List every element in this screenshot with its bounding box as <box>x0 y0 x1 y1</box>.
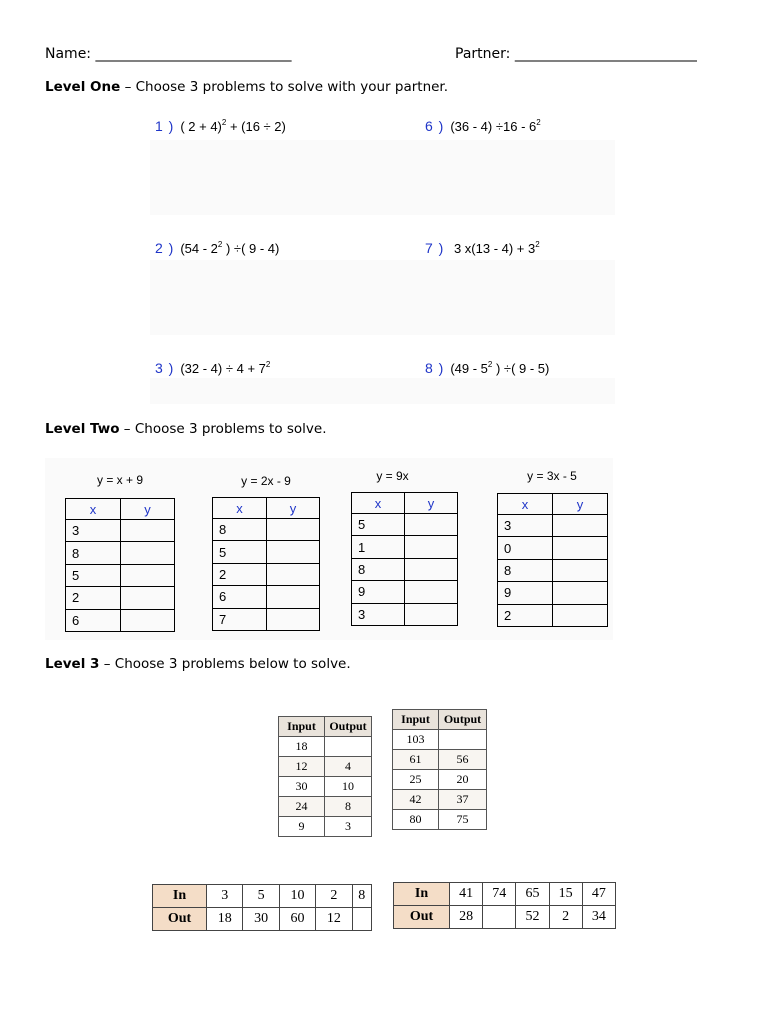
y-cell[interactable] <box>267 608 320 630</box>
out-cell: 52 <box>516 906 549 929</box>
y-cell[interactable] <box>267 541 320 563</box>
problem-6 <box>425 118 541 134</box>
y-cell[interactable] <box>553 604 608 626</box>
input-cell: 24 <box>279 797 325 817</box>
out-cell: 12 <box>316 908 352 931</box>
partner-blank[interactable]: __________________________ <box>514 46 697 62</box>
function-table-2 <box>212 497 320 631</box>
out-cell: 60 <box>279 908 315 931</box>
equation-label: y = 3x - 5 <box>527 469 577 483</box>
input-header: Input <box>393 710 439 730</box>
x-cell: 3 <box>66 520 121 542</box>
in-cell: 5 <box>243 885 279 908</box>
y-header: y <box>553 494 608 515</box>
in-cell: 74 <box>483 883 516 906</box>
input-cell: 103 <box>393 730 439 750</box>
output-cell: 3 <box>325 817 372 837</box>
problem-1 <box>155 118 286 134</box>
y-cell[interactable] <box>267 563 320 585</box>
exponent: 2 <box>487 360 493 369</box>
problem-expr: (32 - 4) ÷ 4 + 7 <box>180 361 266 376</box>
problem-expr: ( 2 + 4) <box>180 119 222 134</box>
problem-number: 3 ) <box>155 360 175 376</box>
y-cell[interactable] <box>405 558 458 580</box>
level-two-heading <box>45 421 327 437</box>
problem-expr: (49 - 5 <box>450 361 488 376</box>
x-cell: 2 <box>213 563 267 585</box>
x-cell: 8 <box>498 559 553 581</box>
input-cell: 61 <box>393 750 439 770</box>
output-cell[interactable] <box>325 737 372 757</box>
out-cell[interactable] <box>352 908 371 931</box>
equation-label: y = 2x - 9 <box>241 474 291 488</box>
y-cell[interactable] <box>405 581 458 603</box>
out-cell: 18 <box>207 908 243 931</box>
in-cell: 41 <box>450 883 483 906</box>
out-cell: 30 <box>243 908 279 931</box>
in-cell: 65 <box>516 883 549 906</box>
problem-expr: + (16 ÷ 2) <box>226 119 286 134</box>
output-cell: 56 <box>439 750 487 770</box>
in-label: In <box>394 883 450 906</box>
x-header: x <box>66 499 121 520</box>
input-cell: 25 <box>393 770 439 790</box>
work-area-3 <box>150 378 615 404</box>
y-cell[interactable] <box>121 564 175 586</box>
y-cell[interactable] <box>553 537 608 559</box>
x-cell: 6 <box>213 586 267 608</box>
function-table-1 <box>65 498 175 632</box>
problem-3 <box>155 360 270 376</box>
io-table-2 <box>392 709 487 830</box>
input-cell: 80 <box>393 810 439 830</box>
exponent: 2 <box>217 240 223 249</box>
io-table-1 <box>278 716 372 837</box>
function-table-4 <box>497 493 608 627</box>
exponent: 2 <box>536 118 541 127</box>
function-table-3 <box>351 492 458 626</box>
x-cell: 3 <box>352 603 405 625</box>
y-header: y <box>405 493 458 514</box>
x-cell: 9 <box>498 582 553 604</box>
output-cell: 75 <box>439 810 487 830</box>
output-cell: 37 <box>439 790 487 810</box>
out-cell: 28 <box>450 906 483 929</box>
out-label: Out <box>153 908 207 931</box>
output-cell: 8 <box>325 797 372 817</box>
level-two-title: Level Two <box>45 421 120 437</box>
output-cell: 4 <box>325 757 372 777</box>
x-cell: 8 <box>66 542 121 564</box>
y-cell[interactable] <box>405 603 458 625</box>
problem-number: 6 ) <box>425 118 445 134</box>
out-label: Out <box>394 906 450 929</box>
in-cell: 10 <box>279 885 315 908</box>
x-header: x <box>213 498 267 519</box>
x-cell: 0 <box>498 537 553 559</box>
level-one-instruction: – Choose 3 problems to solve with your partner. <box>120 79 449 95</box>
x-cell: 8 <box>352 558 405 580</box>
work-area-2 <box>150 260 615 335</box>
in-cell: 2 <box>316 885 352 908</box>
name-line <box>45 46 291 62</box>
exponent: 2 <box>265 360 271 369</box>
y-cell[interactable] <box>121 609 175 631</box>
x-cell: 9 <box>352 581 405 603</box>
input-cell: 12 <box>279 757 325 777</box>
x-cell: 5 <box>213 541 267 563</box>
x-cell: 2 <box>498 604 553 626</box>
output-header: Output <box>325 717 372 737</box>
x-cell: 2 <box>66 587 121 609</box>
x-cell: 5 <box>66 564 121 586</box>
in-out-table-1 <box>152 884 372 931</box>
x-cell: 5 <box>352 514 405 536</box>
problem-expr: (54 - 2 <box>180 241 218 256</box>
y-cell[interactable] <box>267 519 320 541</box>
problem-expr: ) ÷( 9 - 5) <box>492 361 550 376</box>
output-cell[interactable] <box>439 730 487 750</box>
work-area-1 <box>150 140 615 215</box>
problem-2 <box>155 240 279 256</box>
in-cell: 47 <box>582 883 615 906</box>
problem-number: 8 ) <box>425 360 445 376</box>
level-three-title: Level 3 <box>45 656 100 672</box>
name-blank[interactable]: ____________________________ <box>95 46 292 62</box>
level-two-instruction: – Choose 3 problems to solve. <box>119 421 327 437</box>
equation-label: y = 9x <box>376 469 409 483</box>
exponent: 2 <box>535 240 540 249</box>
level-three-heading <box>45 656 351 672</box>
y-cell[interactable] <box>405 514 458 536</box>
problem-8 <box>425 360 549 376</box>
problem-number: 7 ) <box>425 240 445 256</box>
level-one-heading <box>45 79 448 95</box>
y-header: y <box>267 498 320 519</box>
x-cell: 8 <box>213 519 267 541</box>
out-cell: 34 <box>582 906 615 929</box>
partner-label: Partner: <box>455 46 515 62</box>
output-header: Output <box>439 710 487 730</box>
output-cell: 10 <box>325 777 372 797</box>
level-three-instruction: – Choose 3 problems below to solve. <box>99 656 351 672</box>
equation-label: y = x + 9 <box>96 473 144 487</box>
in-cell: 15 <box>549 883 582 906</box>
out-cell[interactable] <box>483 906 516 929</box>
y-cell[interactable] <box>267 586 320 608</box>
x-cell: 1 <box>352 536 405 558</box>
x-cell: 7 <box>213 608 267 630</box>
input-header: Input <box>279 717 325 737</box>
name-label: Name: <box>45 46 96 62</box>
partner-line <box>455 46 697 62</box>
out-cell: 2 <box>549 906 582 929</box>
input-cell: 18 <box>279 737 325 757</box>
in-cell: 8 <box>352 885 371 908</box>
input-cell: 42 <box>393 790 439 810</box>
output-cell: 20 <box>439 770 487 790</box>
in-out-table-2 <box>393 882 616 929</box>
input-cell: 30 <box>279 777 325 797</box>
y-cell[interactable] <box>553 559 608 581</box>
problem-expr: (36 - 4) ÷16 - 6 <box>450 119 537 134</box>
input-cell: 9 <box>279 817 325 837</box>
y-cell[interactable] <box>121 520 175 542</box>
in-cell: 3 <box>207 885 243 908</box>
y-header: y <box>121 499 175 520</box>
y-cell[interactable] <box>553 515 608 537</box>
problem-expr: 3 x(13 - 4) + 3 <box>450 241 536 256</box>
y-cell[interactable] <box>553 582 608 604</box>
exponent: 2 <box>221 118 227 127</box>
problem-number: 2 ) <box>155 240 175 256</box>
y-cell[interactable] <box>121 542 175 564</box>
level-one-title: Level One <box>45 79 121 95</box>
x-cell: 6 <box>66 609 121 631</box>
problem-number: 1 ) <box>155 118 175 134</box>
problem-7 <box>425 240 540 256</box>
y-cell[interactable] <box>405 536 458 558</box>
in-label: In <box>153 885 207 908</box>
x-header: x <box>352 493 405 514</box>
x-header: x <box>498 494 553 515</box>
x-cell: 3 <box>498 515 553 537</box>
y-cell[interactable] <box>121 587 175 609</box>
problem-expr: ) ÷( 9 - 4) <box>222 241 280 256</box>
